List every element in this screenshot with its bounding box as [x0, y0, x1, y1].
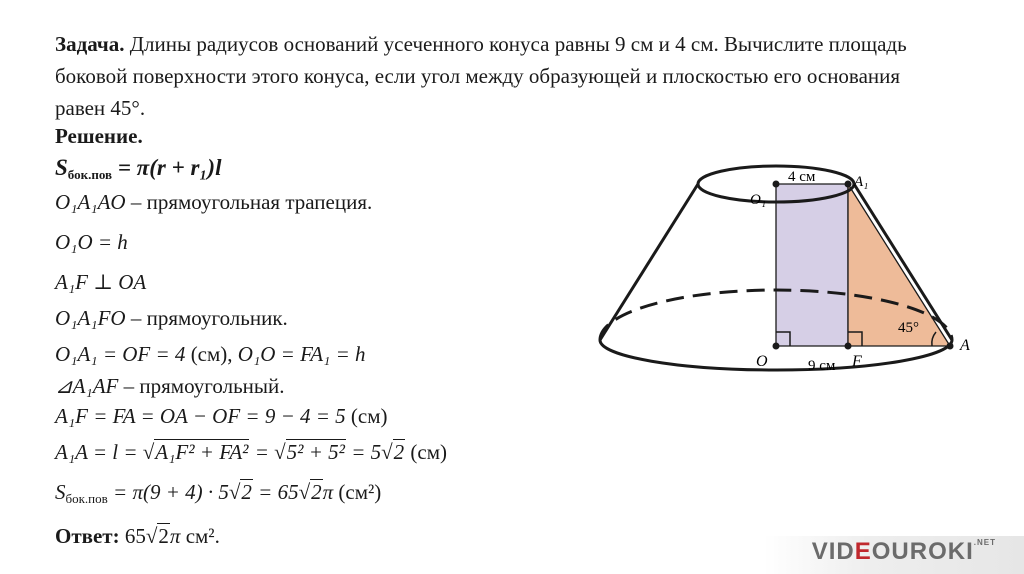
label-bottom-radius: 9 см — [808, 358, 836, 374]
label-angle: 45° — [898, 320, 919, 336]
trapezoid-line: O₁A₁AO – прямоугольная трапеция. — [55, 190, 373, 214]
formula-lateral-area: $S_{бок.пов} = \pi(r + r_1)l$ — [55, 155, 222, 182]
answer-line: Ответ: 65√2π см². — [55, 524, 220, 548]
point-f — [845, 343, 852, 350]
a1f-computation: A₁F = FA = OA − OF = 9 − 4 = 5 (см) — [55, 404, 388, 428]
perpendicular-line: A₁F ⊥ OA — [55, 270, 147, 294]
point-o1 — [773, 181, 780, 188]
height-equation: O₁O = h — [55, 230, 128, 254]
point-a — [947, 343, 954, 350]
label-f: F — [852, 353, 862, 370]
point-o — [773, 343, 780, 350]
area-computation: $S_{бок.пов} = \pi(9 + 4) \cdot 5√2 = 65√2\pi$ (см²) — [55, 480, 382, 506]
problem-label: Задача. — [55, 32, 125, 56]
rectangle-o1a1fo — [776, 184, 848, 346]
point-a1 — [845, 181, 852, 188]
truncated-cone-figure — [590, 160, 990, 380]
right-triangle-line: ⊿A₁AF – прямоугольный. — [55, 374, 285, 398]
label-o1: O₁ — [750, 192, 767, 208]
videouroki-logo: $VIDEOUROKI^{.NET}$ — [811, 538, 996, 565]
problem-statement — [55, 28, 915, 124]
label-o: O — [756, 353, 768, 370]
solution-header: Решение. — [55, 124, 143, 148]
slant-height-computation: A₁A = l = √A₁F² + FA² = √5² + 5² = 5√2 (см) — [55, 440, 447, 464]
rectangle-line: O₁A₁FO – прямоугольник. — [55, 306, 288, 330]
label-a1: A₁ — [854, 174, 869, 190]
label-a: A — [960, 337, 970, 354]
equalities-line: O₁A₁ = OF = 4 (см), O₁O = FA₁ = h — [55, 342, 366, 366]
left-generator — [600, 184, 698, 340]
problem-text: Длины радиусов оснований усеченного конуса равны 9 см и 4 см. Вычислите площадь боковой поверхности этого конуса, если угол между образующей и плоскостью его основания равен 45°. — [55, 32, 907, 120]
label-top-radius: 4 см — [788, 169, 816, 185]
